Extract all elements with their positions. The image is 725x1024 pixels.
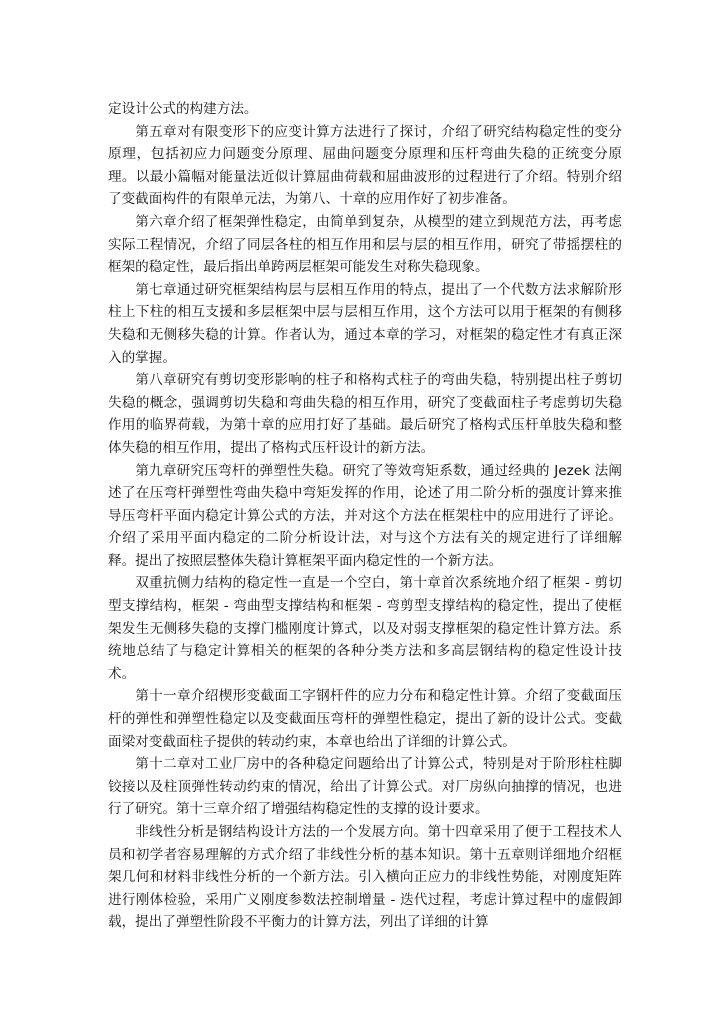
paragraph-chapter-8: 第八章研究有剪切变形影响的柱子和格构式柱子的弯曲失稳，特别提出柱子剪切失稳的概念，强调剪切失稳和弯曲失稳的相互作用，研究了变截面柱子考虑剪切失稳作用的临界荷载，为第十章的应用打好了基础。最后研究了格构式压杆单肢失稳和整体失稳的相互作用，提出了格构式压杆设计的新方法。 — [108, 372, 622, 456]
paragraph-chapter-9: 第九章研究压弯杆的弹塑性失稳。研究了等效弯矩系数，通过经典的 Jezek 法阐述了在压弯杆弹塑性弯曲失稳中弯矩发挥的作用，论述了用二阶分析的强度计算来推导压弯杆平面内稳定计算公式的方法，并对这个方法在框架柱中的应用进行了评论。介绍了采用平面内稳定的二阶分析设计法，对与这个方法有关的规定进行了详细解释。提出了按照层整体失稳计算框架平面内稳定性的一个新方法。 — [108, 462, 622, 569]
body-text — [108, 98, 622, 934]
paragraph-chapter-6: 第六章介绍了框架弹性稳定，由简单到复杂，从模型的建立到规范方法，再考虑实际工程情况，介绍了同层各柱的相互作用和层与层的相互作用，研究了带摇摆柱的框架的稳定性，最后指出单跨两层框架可能发生对称失稳现象。 — [108, 213, 622, 276]
paragraph-chapter-7: 第七章通过研究框架结构层与层相互作用的特点，提出了一个代数方法求解阶形柱上下柱的相互支援和多层框架中层与层相互作用，这个方法可以用于框架的有侧移失稳和无侧移失稳的计算。作者认为，通过本章的学习，对框架的稳定性才有真正深入的掌握。 — [108, 281, 622, 366]
paragraph-continuation: 定设计公式的构建方法。 — [108, 101, 258, 117]
paragraph-chapter-10: 双重抗侧力结构的稳定性一直是一个空白，第十章首次系统地介绍了框架 - 剪切型支撑结构，框架 - 弯曲型支撑结构和框架 - 弯剪型支撑结构的稳定性，提出了使框架发生无侧移失稳的支撑门槛刚度计算式，以及对弱支撑框架的稳定性计算方法。系统地总结了与稳定计算相关的框架的各种分类方法和多高层钢结构的稳定性设计技术。 — [108, 575, 622, 682]
paragraph-chapter-14-15: 非线性分析是钢结构设计方法的一个发展方向。第十四章采用了便于工程技术人员和初学者容易理解的方式介绍了非线性分析的基本知识。第十五章则详细地介绍框架几何和材料非线性分析的一个新方法。引入横向正应力的非线性势能，对刚度矩阵进行刚体检验，采用广义刚度参数法控制增量 - 迭代过程，考虑计算过程中的虚假卸载，提出了弹塑性阶段不平衡力的计算方法，列出了详细的计算 — [108, 824, 622, 931]
paragraph-chapter-11: 第十一章介绍楔形变截面工字钢杆件的应力分布和稳定性计算。介绍了变截面压杆的弹性和弹塑性稳定以及变截面压弯杆的弹塑性稳定，提出了新的设计公式。变截面梁对变截面柱子提供的转动约束，本章也给出了详细的计算公式。 — [108, 688, 622, 750]
paragraph-chapter-12-13: 第十二章对工业厂房中的各种稳定问题给出了计算公式，特别是对于阶形柱柱脚铰接以及柱顶弹性转动约束的情况，给出了计算公式。对厂房纵向抽撑的情况，也进行了研究。第十三章介绍了增强结构稳定性的支撑的设计要求。 — [108, 756, 622, 818]
paragraph-chapter-5: 第五章对有限变形下的应变计算方法进行了探讨，介绍了研究结构稳定性的变分原理，包括初应力问题变分原理、屈曲问题变分原理和压杆弯曲失稳的正统变分原理。以最小篇幅对能量法近似计算屈曲荷载和屈曲波形的过程进行了介绍。特别介绍了变截面构件的有限单元法，为第八、十章的应用作好了初步准备。 — [108, 123, 622, 208]
